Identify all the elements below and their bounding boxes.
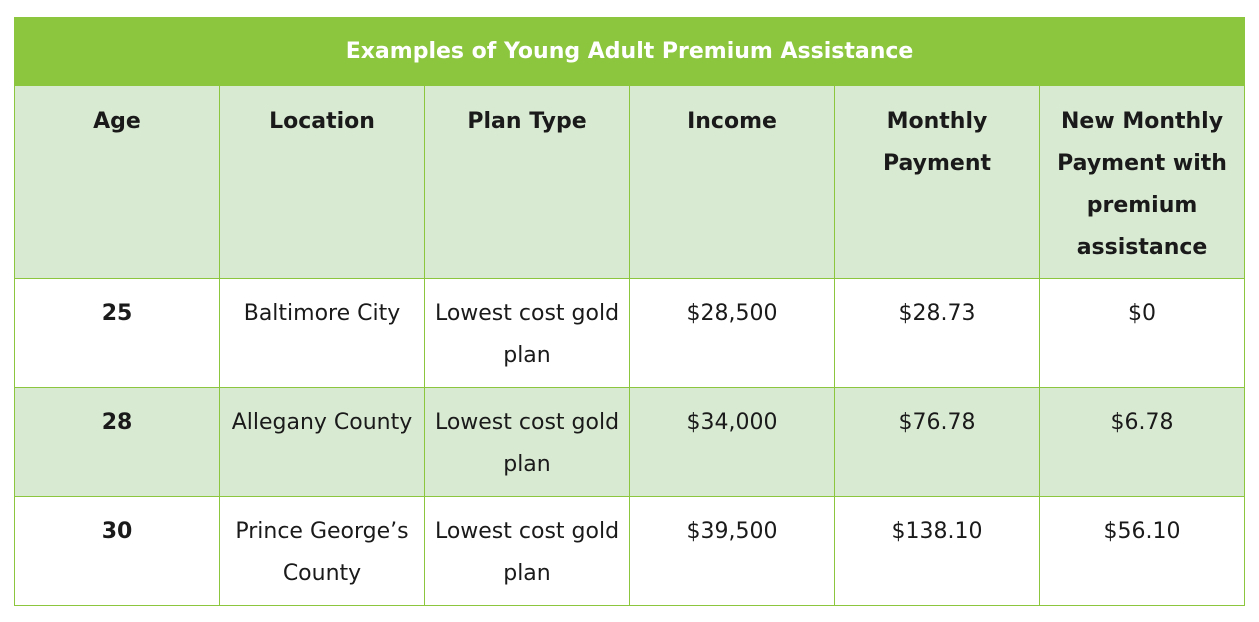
plan-type-cell: Lowest cost gold plan [425,388,630,497]
age-cell: 30 [15,497,220,606]
table-header-row [15,86,1245,279]
income-cell: $39,500 [630,497,835,606]
plan-type-cell: Lowest cost gold plan [425,279,630,388]
new-monthly-payment-cell: $0 [1040,279,1245,388]
income-cell: $28,500 [630,279,835,388]
table-row [15,388,1245,497]
new-monthly-payment-cell: $6.78 [1040,388,1245,497]
premium-assistance-table-container [14,17,1244,606]
location-cell: Baltimore City [220,279,425,388]
monthly-payment-cell: $138.10 [835,497,1040,606]
monthly-payment-cell: $76.78 [835,388,1040,497]
column-header-new-monthly-payment: New Monthly Payment with premium assistance [1040,86,1245,279]
column-header-monthly-payment: Monthly Payment [835,86,1040,279]
table-title: Examples of Young Adult Premium Assistance [15,18,1245,86]
income-cell: $34,000 [630,388,835,497]
column-header-age: Age [15,86,220,279]
column-header-income: Income [630,86,835,279]
column-header-plan-type: Plan Type [425,86,630,279]
column-header-location: Location [220,86,425,279]
premium-assistance-table [14,17,1245,606]
location-cell: Prince George’s County [220,497,425,606]
table-row [15,279,1245,388]
age-cell: 25 [15,279,220,388]
age-cell: 28 [15,388,220,497]
location-cell: Allegany County [220,388,425,497]
table-row [15,497,1245,606]
monthly-payment-cell: $28.73 [835,279,1040,388]
new-monthly-payment-cell: $56.10 [1040,497,1245,606]
plan-type-cell: Lowest cost gold plan [425,497,630,606]
table-title-row [15,18,1245,86]
